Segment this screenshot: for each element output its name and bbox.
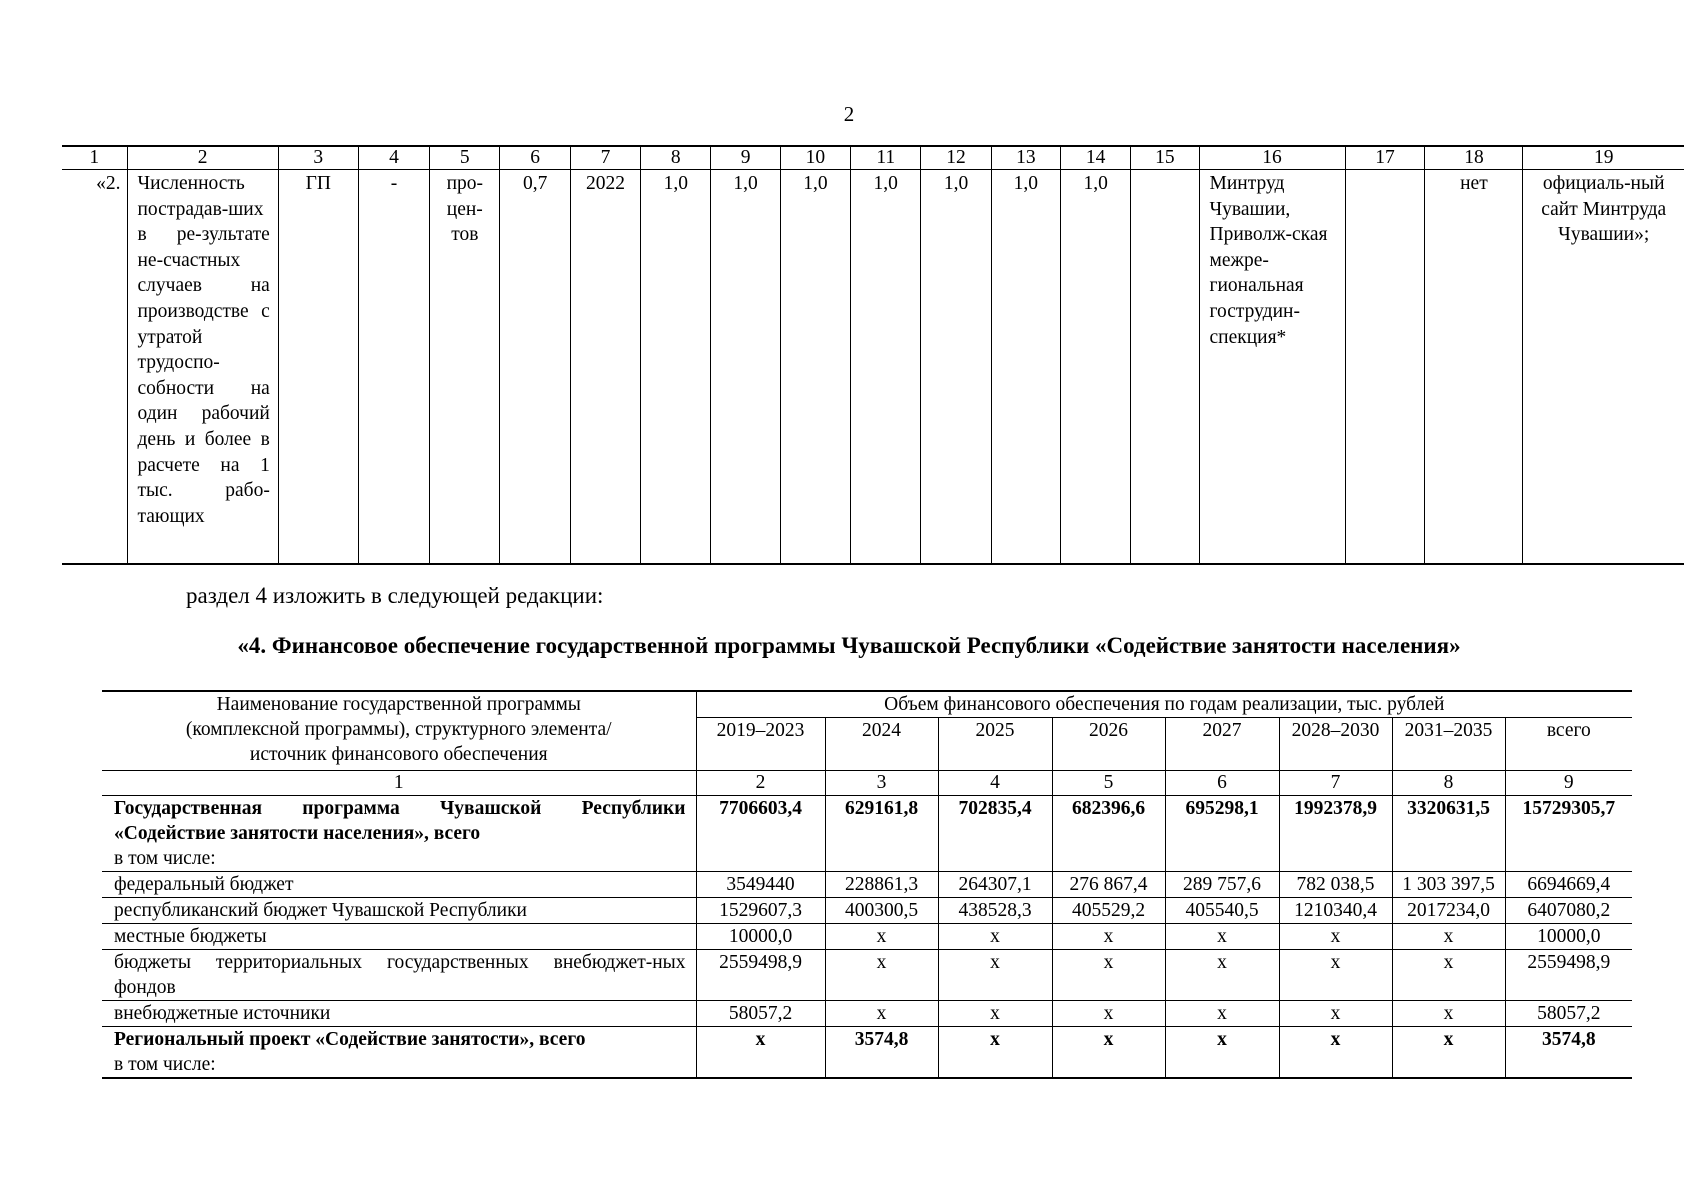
value-cell: x bbox=[1165, 950, 1279, 1001]
cell: 0,7 bbox=[500, 170, 570, 565]
value-cell: x bbox=[1165, 924, 1279, 950]
row-label bbox=[102, 1027, 696, 1079]
value-cell: 682396,6 bbox=[1052, 796, 1165, 872]
value-cell: x bbox=[696, 1027, 825, 1079]
year-header: 2031–2035 bbox=[1392, 718, 1505, 771]
value-cell: x bbox=[1392, 1027, 1505, 1079]
financing-table bbox=[102, 690, 1632, 1079]
value-cell: 58057,2 bbox=[1505, 1001, 1632, 1027]
col-header: 17 bbox=[1345, 146, 1425, 170]
cell: про-цен-тов bbox=[430, 170, 500, 565]
column-number: 2 bbox=[696, 771, 825, 796]
value-cell: 3574,8 bbox=[825, 1027, 938, 1079]
col-header: 10 bbox=[780, 146, 850, 170]
value-cell: x bbox=[1052, 924, 1165, 950]
col-header: 9 bbox=[711, 146, 780, 170]
value-cell: x bbox=[1052, 1001, 1165, 1027]
year-header: 2026 bbox=[1052, 718, 1165, 771]
col-header: 13 bbox=[991, 146, 1060, 170]
column-number: 1 bbox=[102, 771, 696, 796]
col-header: 1 bbox=[62, 146, 127, 170]
value-cell: 405540,5 bbox=[1165, 898, 1279, 924]
column-numbers-row bbox=[102, 771, 1632, 796]
value-cell: x bbox=[1279, 950, 1392, 1001]
value-cell: x bbox=[1052, 950, 1165, 1001]
column-number: 8 bbox=[1392, 771, 1505, 796]
intro-text: раздел 4 изложить в следующей редакции: bbox=[186, 583, 604, 608]
column-number: 3 bbox=[825, 771, 938, 796]
column-number: 9 bbox=[1505, 771, 1632, 796]
value-cell: x bbox=[1279, 924, 1392, 950]
page-number: 2 bbox=[843, 102, 855, 126]
col-header: 19 bbox=[1523, 146, 1684, 170]
row-sub: в том числе: bbox=[114, 1054, 216, 1075]
value-cell: x bbox=[938, 950, 1052, 1001]
cell: нет bbox=[1425, 170, 1523, 565]
value-cell: x bbox=[1392, 1001, 1505, 1027]
cell: 1,0 bbox=[641, 170, 711, 565]
column-number: 4 bbox=[938, 771, 1052, 796]
year-header: 2019–2023 bbox=[696, 718, 825, 771]
col-header: 12 bbox=[921, 146, 991, 170]
value-cell: 7706603,4 bbox=[696, 796, 825, 872]
source-cell: официаль-ный сайт Минтруда Чувашии»; bbox=[1523, 170, 1684, 565]
column-number: 6 bbox=[1165, 771, 1279, 796]
value-cell: 782 038,5 bbox=[1279, 872, 1392, 898]
value-cell: 1992378,9 bbox=[1279, 796, 1392, 872]
value-cell: 695298,1 bbox=[1165, 796, 1279, 872]
cell: 1,0 bbox=[780, 170, 850, 565]
indicator-row bbox=[62, 170, 1684, 565]
value-cell: 10000,0 bbox=[1505, 924, 1632, 950]
value-cell: 15729305,7 bbox=[1505, 796, 1632, 872]
cell: 1,0 bbox=[711, 170, 780, 565]
value-cell: x bbox=[938, 924, 1052, 950]
financing-header-row bbox=[102, 691, 1632, 718]
value-cell: 2559498,9 bbox=[1505, 950, 1632, 1001]
value-cell: 2559498,9 bbox=[696, 950, 825, 1001]
row-name: бюджеты территориальных государственных внебюджет-ных фондов bbox=[102, 950, 696, 1001]
cell: ГП bbox=[278, 170, 358, 565]
table-row bbox=[102, 1027, 1632, 1079]
value-cell: x bbox=[938, 1001, 1052, 1027]
value-cell: 3549440 bbox=[696, 872, 825, 898]
col-header: 18 bbox=[1425, 146, 1523, 170]
value-cell: 276 867,4 bbox=[1052, 872, 1165, 898]
col-header: 8 bbox=[641, 146, 711, 170]
row-label bbox=[102, 796, 696, 872]
value-cell: x bbox=[1392, 924, 1505, 950]
year-header: всего bbox=[1505, 718, 1632, 771]
year-header: 2024 bbox=[825, 718, 938, 771]
value-cell: 264307,1 bbox=[938, 872, 1052, 898]
header-name: Наименование государственной программы (комплексной программы), структурного элемента/ источник финансового обеспечения bbox=[102, 691, 696, 771]
year-header: 2028–2030 bbox=[1279, 718, 1392, 771]
value-cell: 10000,0 bbox=[696, 924, 825, 950]
value-cell: x bbox=[1165, 1001, 1279, 1027]
value-cell: x bbox=[938, 1027, 1052, 1079]
value-cell: 228861,3 bbox=[825, 872, 938, 898]
col-header: 6 bbox=[500, 146, 570, 170]
table-row bbox=[102, 950, 1632, 1001]
cell: 1,0 bbox=[991, 170, 1060, 565]
row-name: федеральный бюджет bbox=[102, 872, 696, 898]
cell: - bbox=[358, 170, 429, 565]
row-number: «2. bbox=[62, 170, 127, 565]
table-row bbox=[102, 796, 1632, 872]
year-header: 2025 bbox=[938, 718, 1052, 771]
col-header: 11 bbox=[851, 146, 921, 170]
row-sub: в том числе: bbox=[114, 848, 216, 869]
cell: 1,0 bbox=[1060, 170, 1130, 565]
column-number: 5 bbox=[1052, 771, 1165, 796]
value-cell: 289 757,6 bbox=[1165, 872, 1279, 898]
value-cell: x bbox=[825, 1001, 938, 1027]
col-header: 4 bbox=[358, 146, 429, 170]
value-cell: x bbox=[1052, 1027, 1165, 1079]
col-header: 14 bbox=[1060, 146, 1130, 170]
col-header: 2 bbox=[127, 146, 278, 170]
indicator-table-header bbox=[62, 146, 1684, 170]
year-header: 2027 bbox=[1165, 718, 1279, 771]
cell bbox=[1131, 170, 1199, 565]
value-cell: 2017234,0 bbox=[1392, 898, 1505, 924]
col-header: 5 bbox=[430, 146, 500, 170]
table-row bbox=[102, 898, 1632, 924]
responsible-cell: Минтруд Чувашии, Приволж-ская межре-гиональная гострудин-спекция* bbox=[1199, 170, 1345, 565]
value-cell: x bbox=[1392, 950, 1505, 1001]
value-cell: x bbox=[1279, 1001, 1392, 1027]
value-cell: 405529,2 bbox=[1052, 898, 1165, 924]
table-row bbox=[102, 872, 1632, 898]
cell bbox=[1345, 170, 1425, 565]
table-row bbox=[102, 1001, 1632, 1027]
value-cell: 400300,5 bbox=[825, 898, 938, 924]
value-cell: 6407080,2 bbox=[1505, 898, 1632, 924]
col-header: 15 bbox=[1131, 146, 1199, 170]
column-number: 7 bbox=[1279, 771, 1392, 796]
value-cell: 58057,2 bbox=[696, 1001, 825, 1027]
value-cell: x bbox=[1279, 1027, 1392, 1079]
cell: 2022 bbox=[570, 170, 640, 565]
value-cell: 1529607,3 bbox=[696, 898, 825, 924]
row-name: местные бюджеты bbox=[102, 924, 696, 950]
value-cell: 629161,8 bbox=[825, 796, 938, 872]
row-name: Государственная программа Чувашской Республики «Содействие занятости населения», всего bbox=[114, 798, 686, 844]
indicator-name: Численность пострадав-ших в ре-зультате не-счастных случаев на производстве с утратой трудоспо-собности на один рабочий день и более в расчете на 1 тыс. рабо-тающих bbox=[127, 170, 278, 565]
cell: 1,0 bbox=[851, 170, 921, 565]
value-cell: x bbox=[825, 950, 938, 1001]
value-cell: 702835,4 bbox=[938, 796, 1052, 872]
row-name: внебюджетные источники bbox=[102, 1001, 696, 1027]
value-cell: x bbox=[1165, 1027, 1279, 1079]
header-volume: Объем финансового обеспечения по годам реализации, тыс. рублей bbox=[696, 691, 1632, 718]
row-name: Региональный проект «Содействие занятости», всего bbox=[114, 1029, 586, 1050]
value-cell: 3574,8 bbox=[1505, 1027, 1632, 1079]
indicator-table bbox=[62, 145, 1684, 565]
value-cell: 6694669,4 bbox=[1505, 872, 1632, 898]
section-title: «4. Финансовое обеспечение государственной программы Чувашской Республики «Содействие занятости населения» bbox=[237, 633, 1461, 658]
value-cell: x bbox=[825, 924, 938, 950]
value-cell: 438528,3 bbox=[938, 898, 1052, 924]
value-cell: 3320631,5 bbox=[1392, 796, 1505, 872]
cell: 1,0 bbox=[921, 170, 991, 565]
col-header: 3 bbox=[278, 146, 358, 170]
table-row bbox=[102, 924, 1632, 950]
value-cell: 1210340,4 bbox=[1279, 898, 1392, 924]
col-header: 16 bbox=[1199, 146, 1345, 170]
value-cell: 1 303 397,5 bbox=[1392, 872, 1505, 898]
col-header: 7 bbox=[570, 146, 640, 170]
row-name: республиканский бюджет Чувашской Республики bbox=[102, 898, 696, 924]
